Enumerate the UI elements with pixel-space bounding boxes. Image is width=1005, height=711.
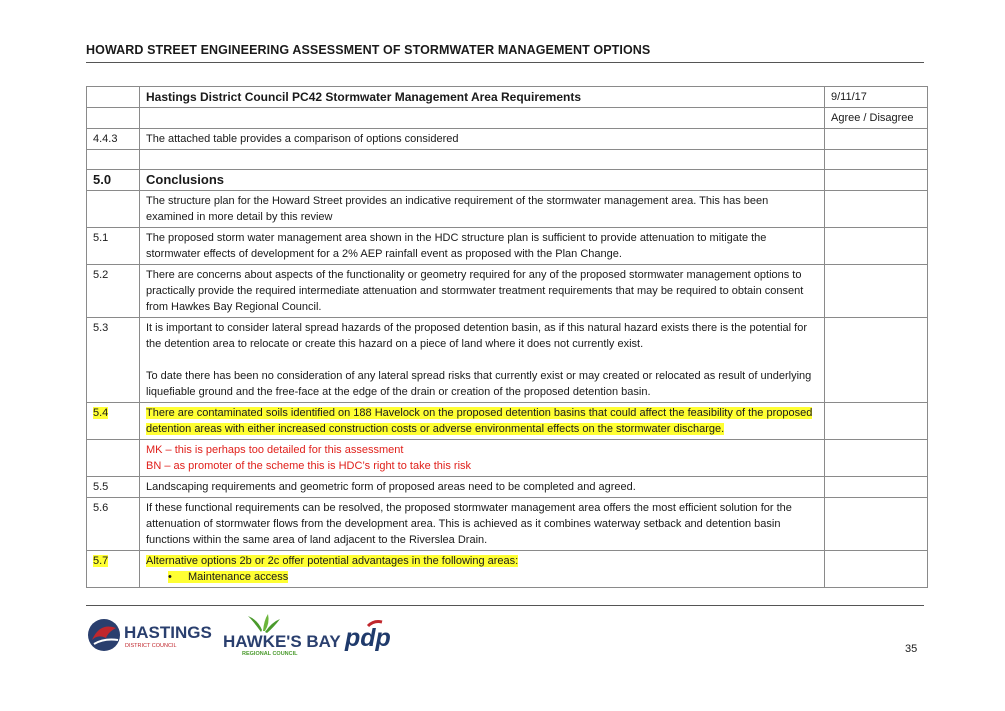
row-text: The attached table provides a comparison of options considered [140, 129, 825, 150]
agree-cell [825, 228, 928, 265]
row-number-highlighted [87, 403, 140, 440]
hastings-logo [88, 619, 212, 651]
row-number-highlighted [87, 551, 140, 588]
bullet-icon: • [168, 571, 172, 583]
highlighted-text: There are contaminated soils identified on 188 Havelock on the proposed detention basins that could affect the feasibility of the proposed detention areas with either increased construction costs or adverse environmental effects on the stormwater discharge. [146, 407, 813, 435]
highlighted-number: 5.4 [93, 407, 109, 419]
header-rule [86, 62, 924, 63]
agree-cell [825, 440, 928, 477]
hawkes-bay-logo-name: HAWKE'S BAY [223, 632, 341, 651]
row-number-cell [87, 440, 140, 477]
table-row [87, 129, 928, 150]
hb-leaf-left [248, 616, 262, 632]
row-text: The structure plan for the Howard Street provides an indicative requirement of the stormwater management area. This has been examined in more detail by this review [140, 191, 825, 228]
document-header-title: HOWARD STREET ENGINEERING ASSESSMENT OF STORMWATER MANAGEMENT OPTIONS [86, 43, 651, 57]
content-cell [140, 150, 825, 170]
agree-cell [825, 403, 928, 440]
row-text: The proposed storm water management area shown in the HDC structure plan is sufficient to provide attenuation to mitigate the stormwater effects of development for a 2% AEP rainfall event as proposed with the Plan Change. [140, 228, 825, 265]
agree-cell [825, 265, 928, 318]
section-number: 5.0 [87, 170, 140, 191]
pdp-logo-text: pdp [345, 624, 391, 652]
table-row [87, 170, 928, 191]
requirements-table [86, 86, 928, 588]
table-row [87, 498, 928, 551]
footer-rule [86, 605, 924, 606]
page-number: 35 [905, 643, 918, 655]
row-number: 5.1 [87, 228, 140, 265]
row-number: 5.5 [87, 477, 140, 498]
row-number: 5.3 [87, 318, 140, 403]
row-text-para-1: It is important to consider lateral spread hazards of the proposed detention basin, as if this natural hazard exists there is the potential for the detention area to relocate or create this hazard on a piece of land where it does not currently exist. [146, 322, 807, 350]
date-cell: 9/11/17 [825, 87, 928, 108]
agree-cell [825, 551, 928, 588]
agree-cell [825, 129, 928, 150]
row-text: Landscaping requirements and geometric form of proposed areas need to be completed and agreed. [140, 477, 825, 498]
table-heading: Hastings District Council PC42 Stormwater Management Area Requirements [140, 87, 825, 108]
table-row [87, 265, 928, 318]
content-cell [140, 108, 825, 129]
table-row [87, 477, 928, 498]
agree-cell [825, 170, 928, 191]
row-number-cell [87, 150, 140, 170]
table-row [87, 318, 928, 403]
row-text: There are concerns about aspects of the functionality or geometry required for any of the proposed stormwater management options to practically provide the required intermediate attenuation and stormwater treatment requirements that may be required to obtain consent from Hawkes Bay Regional Council. [140, 265, 825, 318]
row-text: If these functional requirements can be resolved, the proposed stormwater management area offers the most efficient solution for the attenuation of stormwater flows from the development area. This is achieved as it combines waterway setback and detention basin functions within the same area of land adjacent to the Riverslea Drain. [140, 498, 825, 551]
row-number: 4.4.3 [87, 129, 140, 150]
review-comments [140, 440, 825, 477]
comment-mk: MK – this is perhaps too detailed for this assessment [146, 444, 404, 456]
row-text-para-2: To date there has been no consideration of any lateral spread risks that currently exist or may created or relocated as result of underlying liquefiable ground and the free-face at the edge of the drain or creation of the proposed detention basin. [146, 370, 812, 398]
row-text-multi [140, 318, 825, 403]
row-text-highlighted [140, 551, 825, 588]
agree-cell [825, 191, 928, 228]
table-row [87, 191, 928, 228]
comment-bn: BN – as promoter of the scheme this is HDC’s right to take this risk [146, 460, 472, 472]
bullet-item [146, 569, 818, 585]
agree-cell [825, 498, 928, 551]
table-row [87, 403, 928, 440]
footer-logos [86, 614, 416, 658]
highlighted-text: Alternative options 2b or 2c offer potential advantages in the following areas: [146, 555, 519, 567]
row-text-highlighted [140, 403, 825, 440]
row-number-cell [87, 191, 140, 228]
row-number: 5.6 [87, 498, 140, 551]
section-title: Conclusions [140, 170, 825, 191]
row-number: 5.2 [87, 265, 140, 318]
hawkes-bay-logo [223, 614, 341, 657]
row-number-cell [87, 87, 140, 108]
table-row [87, 108, 928, 129]
agree-cell [825, 150, 928, 170]
hastings-logo-sub: DISTRICT COUNCIL [125, 643, 177, 649]
table-row [87, 150, 928, 170]
paragraph-gap [146, 352, 818, 368]
agree-cell [825, 318, 928, 403]
hawkes-bay-logo-sub: REGIONAL COUNCIL [242, 651, 298, 657]
agree-cell [825, 477, 928, 498]
table-row [87, 440, 928, 477]
table-row [87, 228, 928, 265]
row-number-cell [87, 108, 140, 129]
hastings-logo-name: HASTINGS [124, 623, 212, 642]
agree-disagree-label: Agree / Disagree [825, 108, 928, 129]
table-row [87, 87, 928, 108]
pdp-logo [344, 622, 391, 653]
highlighted-number: 5.7 [93, 555, 109, 567]
bullet-text: Maintenance access [188, 571, 289, 583]
table-row [87, 551, 928, 588]
